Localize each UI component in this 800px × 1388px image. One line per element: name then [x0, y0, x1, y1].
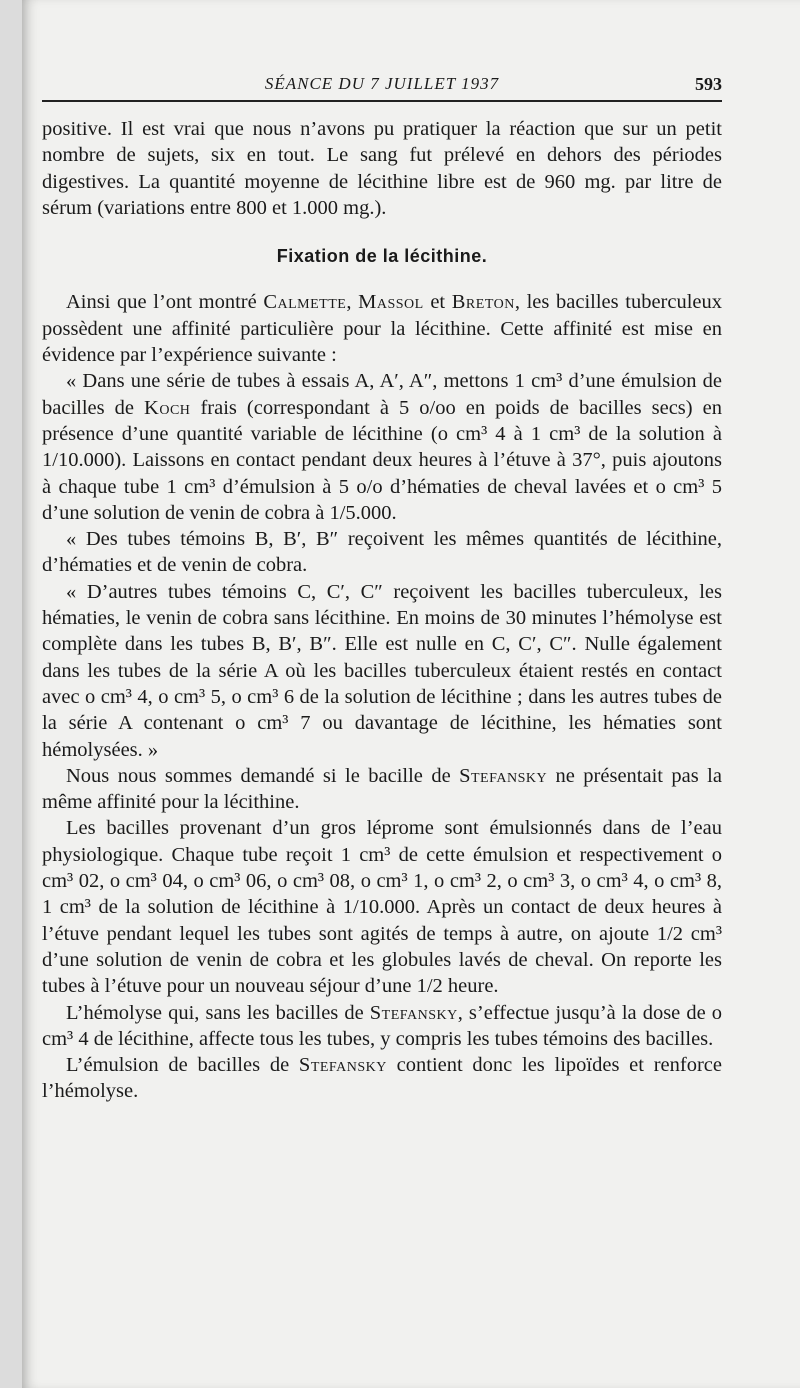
- text-run: L’hémolyse qui, sans les bacilles de: [66, 1001, 370, 1024]
- author-name: Massol: [358, 291, 424, 314]
- paragraph-quote-series-b: « Des tubes témoins B, B′, B″ reçoivent les mêmes quantités de lécithine, d’hématies et de venin de cobra.: [42, 528, 722, 577]
- text-run: Ainsi que l’ont montré: [66, 291, 264, 314]
- paragraph-calmette: [42, 289, 722, 368]
- text-run: et: [423, 291, 452, 314]
- text-run: , s’effectue jusqu’à la dose de o cm³ 4 de lécithine, affecte tous les tubes, y compris les tubes témoins des bacilles.: [42, 1001, 722, 1050]
- text-run: , les bacilles tuberculeux possèdent une affinité particulière pour la lécithine. Cette affinité est mise en évidence par l’expérience suivante :: [42, 291, 723, 367]
- author-name: Koch: [144, 396, 191, 419]
- paragraph-quote-series-c: « D’autres tubes témoins C, C′, C″ reçoivent les bacilles tuberculeux, les hématies, le venin de cobra sans lécithine. En moins de 30 minutes l’hémolyse est complète dans les tubes B, B′, B″. Elle est nulle en C, C′, C″. Nulle également dans les tubes de la série A où les bacilles tuberculeux étaient restés en contact avec o cm³ 4, o cm³ 5, o cm³ 6 de la solution de lécithine ; dans les autres tubes de la série A contenant o cm³ 7 ou davantage de lécithine, les hématies sont hémolysées. »: [42, 580, 722, 761]
- text-run: ne présentait pas la même affinité pour la lécithine.: [42, 764, 722, 814]
- author-name: Calmette: [263, 291, 347, 314]
- text-run: « Dans une série de tubes à essais A, A′, A″, mettons 1 cm³ d’une émulsion de bacilles de: [42, 370, 722, 419]
- paragraph-quote-series-a: [42, 368, 722, 526]
- header-rule: [42, 100, 722, 102]
- paragraph-hemolysis: [42, 1000, 722, 1053]
- page-header: [42, 74, 722, 98]
- text-run: frais (correspondant à 5 o/oo en poids de bacilles secs) en présence d’une quantité variable de lécithine (o cm³ 4 à 1 cm³ de la solution à 1/10.000). Laissons en contact pendant deux heures à l’étuve à 37°, puis ajoutons à chaque tube 1 cm³ d’émulsion à 5 o/o d’hématies de cheval lavées et o cm³ 5 d’une solution de venin de cobra à 1/5.000.: [42, 396, 722, 524]
- text-run: L’émulsion de bacilles de: [66, 1054, 299, 1077]
- paragraph-stefansky-question: [42, 763, 722, 816]
- text-run: ,: [346, 291, 359, 314]
- text-run: Nous nous sommes demandé si le bacille de: [66, 764, 460, 787]
- author-name: Breton: [451, 291, 515, 314]
- paragraph-conclusion: [42, 1052, 722, 1105]
- paragraph-method: Les bacilles provenant d’un gros léprome sont émulsionnés dans de l’eau physiologique. Chaque tube reçoit 1 cm³ de cette émulsion et respectivement o cm³ 02, o cm³ 04, o cm³ 06, o cm³ 08, o cm³ 1, o cm³ 2, o cm³ 3, o cm³ 4, o cm³ 8, 1 cm³ de la solution de lécithine à 1/10.000. Après un contact de deux heures à l’étuve pendant lequel les tubes sont agités de temps à autre, on ajoute 1/2 cm³ d’une solution de venin de cobra et les globules lavés de cheval. On reporte les tubes à l’étuve pour un nouveau séjour d’une 1/2 heure.: [42, 817, 722, 998]
- author-name: Stefansky: [298, 1054, 387, 1077]
- text-run: contient donc les lipoïdes et renforce l’hémolyse.: [42, 1054, 722, 1103]
- section-heading: Fixation de la lécithine.: [276, 246, 488, 267]
- running-head: SÉANCE DU 7 JUILLET 1937: [264, 74, 500, 93]
- body-text: [42, 116, 722, 1105]
- author-name: Stefansky: [369, 1001, 458, 1024]
- author-name: Stefansky: [459, 764, 548, 787]
- page-number: 593: [695, 74, 722, 94]
- paragraph-continuation: positive. Il est vrai que nous n’avons pu pratiquer la réaction que sur un petit nombre de sujets, six en tout. Le sang fut prélevé en dehors des périodes digestives. La quantité moyenne de lécithine libre est de 960 mg. par litre de sérum (variations entre 800 et 1.000 mg.).: [42, 118, 722, 219]
